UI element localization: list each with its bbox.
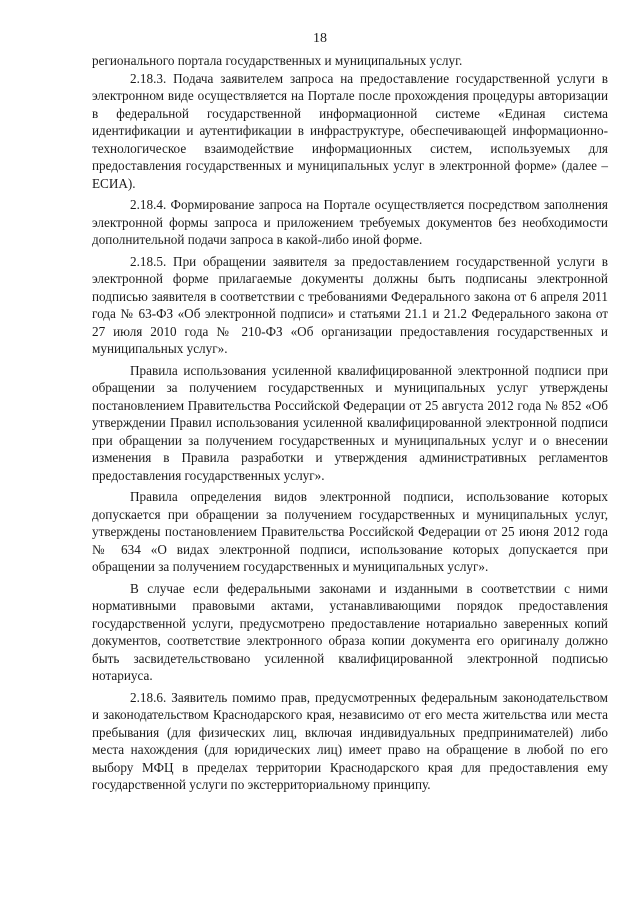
- paragraph-2-18-3: 2.18.3. Подача заявителем запроса на предоставление государственной услуги в электронном виде осуществляется на Портале после прохождения процедуры авторизации в федеральной государственной информационной системе «Единая система идентификации и аутентификации в инфраструктуре, обеспечивающей информационно-технологическое взаимодействие информационных систем, используемых для предоставления государственных и муниципальных услуг в электронной форме» (далее – ЕСИА).: [92, 70, 608, 191]
- paragraph-rules-signature-types: Правила определения видов электронной подписи, использование которых допускается при обращении за получением государственных и муниципальных услуг, утверждены постановлением Правительства Российской Федерации от 25 июня 2012 года № 634 «О видах электронной подписи, использование которых допускается при обращении за получением государственных и муниципальных услуг».: [92, 489, 608, 574]
- paragraph-continuation: регионального портала государственных и муниципальных услуг.: [92, 53, 463, 68]
- document-body: [92, 52, 608, 794]
- page-number: 18: [313, 31, 327, 46]
- paragraph-2-18-6: 2.18.6. Заявитель помимо прав, предусмотренных федеральным законодательством и законодательством Краснодарского края, независимо от его места жительства или места пребывания (для физических лиц, включая индивидуальных предпринимателей) либо места нахождения (для юридических лиц) имеет право на обращение в любой по его выбору МФЦ в пределах территории Краснодарского края для предоставления ему государственной услуги по экстерриториальному принципу.: [92, 689, 608, 792]
- paragraph-2-18-4: 2.18.4. Формирование запроса на Портале осуществляется посредством заполнения электронной формы запроса и приложением требуемых документов без необходимости дополнительной подачи запроса в какой-либо иной форме.: [92, 197, 608, 247]
- paragraph-notary-copies: В случае если федеральными законами и изданными в соответствии с ними нормативными правовыми актами, устанавливающими порядок предоставления государственной услуги, предусмотрено предоставление нотариально заверенных копий документов, соответствие электронного образа копии документа его оригиналу должно быть засвидетельствовано усиленной квалифицированной электронной подписью нотариуса.: [92, 580, 608, 683]
- paragraph-rules-qualified-signature: Правила использования усиленной квалифицированной электронной подписи при обращении за получением государственных и муниципальных услуг утверждены постановлением Правительства Российской Федерации от 25 августа 2012 года № 852 «Об утверждении Правил использования усиленной квалифицированной электронной подписи при обращении за получением государственных и муниципальных услуг и о внесении изменения в Правила разработки и утверждения административных регламентов предоставления государственных услуг».: [92, 362, 608, 483]
- paragraph-2-18-5: 2.18.5. При обращении заявителя за предоставлением государственной услуги в электронной форме прилагаемые документы должны быть подписаны электронной подписью заявителя в соответствии с требованиями Федерального закона от 6 апреля 2011 года № 63-ФЗ «Об электронной подписи» и статьями 21.1 и 21.2 Федерального закона от 27 июля 2010 года № 210-ФЗ «Об организации предоставления государственных и муниципальных услуг».: [92, 253, 608, 356]
